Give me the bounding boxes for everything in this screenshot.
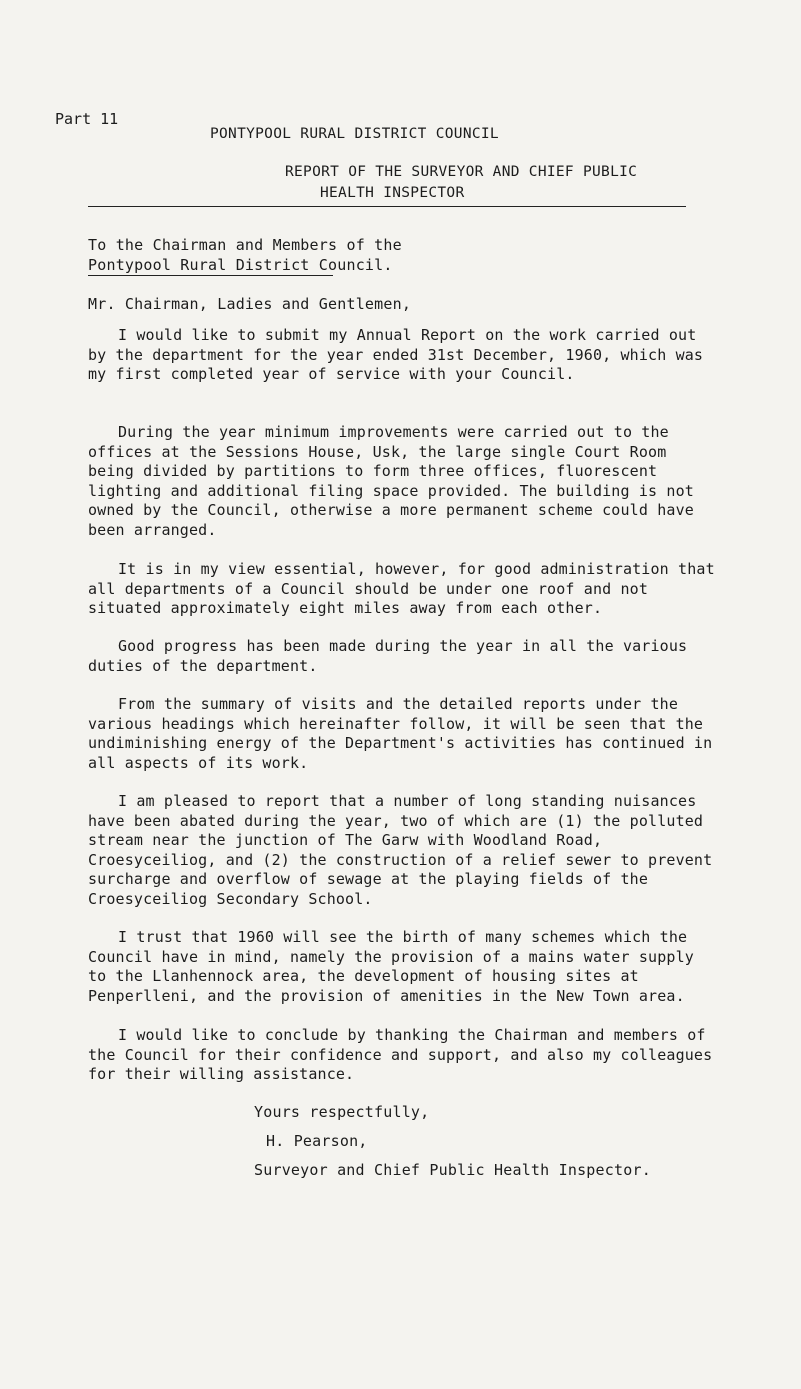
signatory-title: Surveyor and Chief Public Health Inspector. [254,1161,651,1179]
salutation: Mr. Chairman, Ladies and Gentlemen, [88,295,412,313]
addressee-line2: Pontypool Rural District Council. [88,256,393,274]
paragraph-annual-report: I would like to submit my Annual Report on the work carried out by the department for the year ended 31st December, 1960, which was my first completed year of service with your Council. [88,326,704,384]
paragraph-nuisances: I am pleased to report that a number of long standing nuisances have been abated during the year, two of which are (1) the polluted stream near the junction of The Garw with Woodland Road, Croesyceiliog, and (2) the construction of a relief sewer to prevent surcharge and overflow of sewage at the playing fields of the Croesyceiliog Secondary School. [88,792,713,908]
addressee-line1: To the Chairman and Members of the [88,236,402,254]
title-underline [88,206,686,207]
paragraph-administration: It is in my view essential, however, for good administration that all departments of a Council should be under one roof and not situated approximately eight miles away from each other. [88,560,715,618]
paragraph-office-improvements: During the year minimum improvements were carried out to the offices at the Sessions House, Usk, the large single Court Room being divided by partitions to form three offices, fluorescent lighting and additional filing space provided. The building is not owned by the Council, otherwise a more permanent scheme could have been arranged. [88,423,694,539]
paragraph-summary: From the summary of visits and the detailed reports under the various headings which hereinafter follow, it will be seen that the undiminishing energy of the Department's activities has continued in all aspects of its work. [88,695,713,772]
council-title: PONTYPOOL RURAL DISTRICT COUNCIL [210,126,499,142]
report-title-line1: REPORT OF THE SURVEYOR AND CHIEF PUBLIC [285,164,638,180]
paragraph-schemes: I trust that 1960 will see the birth of many schemes which the Council have in mind, namely the provision of a mains water supply to the Llanhennock area, the development of housing sites at Penperlleni, and the provision of amenities in the New Town area. [88,928,694,1005]
addressee-underline [88,275,333,276]
signatory-name: H. Pearson, [266,1132,368,1150]
report-title-line2: HEALTH INSPECTOR [320,185,465,201]
paragraph-progress: Good progress has been made during the year in all the various duties of the department. [88,637,688,675]
part-number: Part 11 [55,110,119,128]
paragraph-conclusion: I would like to conclude by thanking the Chairman and members of the Council for their confidence and support, and also my colleagues for their willing assistance. [88,1026,713,1084]
closing-yours: Yours respectfully, [254,1103,430,1121]
